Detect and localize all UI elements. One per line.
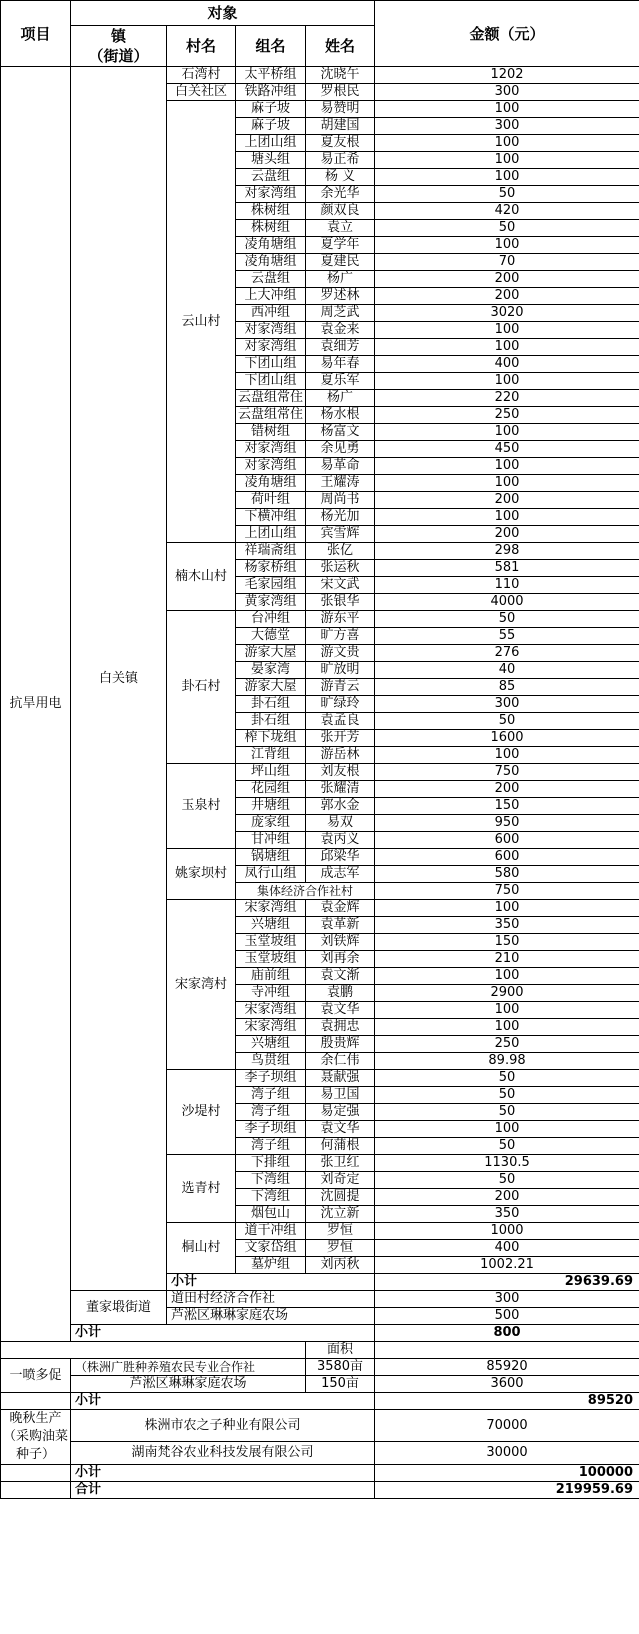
person-name: 余光华	[306, 186, 375, 203]
subtotal-row	[1, 1465, 639, 1482]
table-row	[1, 1359, 639, 1376]
header-town	[71, 26, 167, 67]
amount-value: 100	[375, 968, 639, 985]
group-name: 玉堂坡组	[236, 934, 306, 951]
amount-value: 250	[375, 1036, 639, 1053]
group-name: 宋家湾组	[236, 900, 306, 917]
village-name: 宋家湾村	[167, 900, 236, 1070]
group-name: 玉堂坡组	[236, 951, 306, 968]
person-name: 易定强	[306, 1104, 375, 1121]
person-name: 游文贵	[306, 645, 375, 662]
amount-value: 400	[375, 356, 639, 373]
person-name: 易赞明	[306, 101, 375, 118]
person-name: 郭水金	[306, 798, 375, 815]
group-name: 下团山组	[236, 356, 306, 373]
group-name: 兴塘组	[236, 917, 306, 934]
amount-value: 220	[375, 390, 639, 407]
person-name: 易卫国	[306, 1087, 375, 1104]
amount-value: 4000	[375, 594, 639, 611]
group-name: 道干冲组	[236, 1223, 306, 1240]
person-name: 杨广	[306, 390, 375, 407]
group-name: 下排组	[236, 1155, 306, 1172]
group-name: 湾子组	[236, 1087, 306, 1104]
person-name: 张卫红	[306, 1155, 375, 1172]
person-name: 夏建民	[306, 254, 375, 271]
group-name: 凌角塘组	[236, 237, 306, 254]
amount-value: 250	[375, 407, 639, 424]
group-name: 鸟贯组	[236, 1053, 306, 1070]
recipient-name: 道田村经济合作社	[167, 1291, 375, 1308]
person-name: 刘再余	[306, 951, 375, 968]
person-name: 易年春	[306, 356, 375, 373]
person-name: 宾雪辉	[306, 526, 375, 543]
group-name: 庙前组	[236, 968, 306, 985]
person-name: 周芝武	[306, 305, 375, 322]
group-name: 凤行山组	[236, 866, 306, 883]
header-amount: 金额（元）	[375, 1, 639, 67]
group-name: 麻子坡	[236, 101, 306, 118]
amount-value: 100	[375, 135, 639, 152]
amount-value: 70000	[375, 1410, 639, 1442]
amount-value: 100	[375, 1121, 639, 1138]
group-name: 荷叶组	[236, 492, 306, 509]
recipient-name: 株洲市农之子种业有限公司	[71, 1410, 375, 1442]
amount-value: 600	[375, 832, 639, 849]
amount-value: 70	[375, 254, 639, 271]
total-value: 219959.69	[375, 1482, 639, 1499]
header-village: 村名	[167, 26, 236, 67]
header-row-1	[1, 1, 639, 26]
header-town-line2: （街道）	[88, 47, 149, 65]
group-name: 卦石组	[236, 696, 306, 713]
group-name: 庞家组	[236, 815, 306, 832]
amount-value: 50	[375, 186, 639, 203]
amount-value: 276	[375, 645, 639, 662]
village-name: 桐山村	[167, 1223, 236, 1274]
group-name: 祥瑞斋组	[236, 543, 306, 560]
person-name: 游岳林	[306, 747, 375, 764]
group-name: 游家大屋	[236, 645, 306, 662]
amount-value: 1600	[375, 730, 639, 747]
header-town-line1: 镇	[110, 27, 126, 45]
village-name: 石湾村	[167, 67, 236, 84]
person-name: 易革命	[306, 458, 375, 475]
village-name: 选青村	[167, 1155, 236, 1223]
group-name: 对家湾组	[236, 322, 306, 339]
person-name: 杨水根	[306, 407, 375, 424]
amount-value: 50	[375, 1104, 639, 1121]
subtotal-value: 89520	[375, 1393, 639, 1410]
amount-value: 750	[375, 764, 639, 781]
area-value: 3580亩	[306, 1359, 375, 1376]
project-late-autumn: 晚秋生产（采购油菜种子）	[1, 1410, 71, 1465]
person-name: 游东平	[306, 611, 375, 628]
town-dongjiaduan: 董家塅街道	[71, 1291, 167, 1325]
subtotal-value: 29639.69	[375, 1274, 639, 1291]
amount-value: 100	[375, 322, 639, 339]
village-name: 楠木山村	[167, 543, 236, 611]
subtotal-label: 小计	[71, 1465, 375, 1482]
group-name: 台冲组	[236, 611, 306, 628]
person-name: 王耀涛	[306, 475, 375, 492]
table-row	[1, 1410, 639, 1442]
group-name: 大德堂	[236, 628, 306, 645]
amount-value: 3600	[375, 1376, 639, 1393]
amount-value: 30000	[375, 1442, 639, 1465]
header-project: 项目	[1, 1, 71, 67]
amount-value: 200	[375, 492, 639, 509]
group-name: 株树组	[236, 203, 306, 220]
person-name: 袁细芳	[306, 339, 375, 356]
village-name: 云山村	[167, 101, 236, 543]
person-name: 殷贵辉	[306, 1036, 375, 1053]
amount-value: 200	[375, 526, 639, 543]
amount-value: 85920	[375, 1359, 639, 1376]
blank-cell	[1, 1342, 306, 1359]
table-row	[1, 1442, 639, 1465]
header-name: 姓名	[306, 26, 375, 67]
blank-cell	[1, 1482, 71, 1499]
subtotal-row	[1, 1393, 639, 1410]
amount-value: 100	[375, 475, 639, 492]
person-name: 张亿	[306, 543, 375, 560]
person-name: 颜双良	[306, 203, 375, 220]
group-name: 云盘组常住	[236, 390, 306, 407]
amount-value: 50	[375, 1138, 639, 1155]
group-name: 上大冲组	[236, 288, 306, 305]
amount-value: 420	[375, 203, 639, 220]
person-name: 袁文渐	[306, 968, 375, 985]
group-name: 上团山组	[236, 526, 306, 543]
group-name: 云盘组	[236, 169, 306, 186]
person-name: 杨光加	[306, 509, 375, 526]
amount-value: 85	[375, 679, 639, 696]
group-name: 黄家湾组	[236, 594, 306, 611]
amount-value: 500	[375, 1308, 639, 1325]
amount-value: 50	[375, 1172, 639, 1189]
group-name: 湾子组	[236, 1138, 306, 1155]
area-value: 150亩	[306, 1376, 375, 1393]
amount-value: 50	[375, 713, 639, 730]
amount-value: 100	[375, 458, 639, 475]
person-name: 刘奇定	[306, 1172, 375, 1189]
group-name: 宋家湾组	[236, 1002, 306, 1019]
person-name: 张银华	[306, 594, 375, 611]
amount-value: 1130.5	[375, 1155, 639, 1172]
person-name: 袁鹏	[306, 985, 375, 1002]
recipient-name: 芦淞区琳琳家庭农场	[71, 1376, 306, 1393]
amount-value: 600	[375, 849, 639, 866]
group-name: 对家湾组	[236, 339, 306, 356]
group-name: 江背组	[236, 747, 306, 764]
person-name: 易双	[306, 815, 375, 832]
amount-value: 50	[375, 220, 639, 237]
person-name: 沈圆提	[306, 1189, 375, 1206]
village-name: 姚家坝村	[167, 849, 236, 900]
amount-value: 100	[375, 509, 639, 526]
person-name: 周尚书	[306, 492, 375, 509]
person-name: 张开芳	[306, 730, 375, 747]
amount-value: 200	[375, 271, 639, 288]
header-group: 组名	[236, 26, 306, 67]
person-name: 旷方喜	[306, 628, 375, 645]
group-name: 榨下垅组	[236, 730, 306, 747]
person-name: 胡建国	[306, 118, 375, 135]
amount-value: 100	[375, 169, 639, 186]
project-spray: 一喷多促	[1, 1359, 71, 1393]
person-name: 沈晓午	[306, 67, 375, 84]
group-name: 坪山组	[236, 764, 306, 781]
group-name: 文家岱组	[236, 1240, 306, 1257]
person-name: 张运秋	[306, 560, 375, 577]
amount-value: 100	[375, 900, 639, 917]
subtotal-label: 小计	[71, 1393, 375, 1410]
amount-value: 100	[375, 1002, 639, 1019]
group-name: 花园组	[236, 781, 306, 798]
table-row	[1, 1376, 639, 1393]
village-name: 玉泉村	[167, 764, 236, 849]
person-name: 成志军	[306, 866, 375, 883]
person-name: 袁立	[306, 220, 375, 237]
group-name: 云盘组	[236, 271, 306, 288]
amount-value: 55	[375, 628, 639, 645]
amount-value: 1000	[375, 1223, 639, 1240]
person-name: 罗述林	[306, 288, 375, 305]
recipient-name: 湖南梵谷农业科技发展有限公司	[71, 1442, 375, 1465]
subtotal-value: 100000	[375, 1465, 639, 1482]
group-name: 寺冲组	[236, 985, 306, 1002]
group-name: 游家大屋	[236, 679, 306, 696]
person-name: 易正希	[306, 152, 375, 169]
group-name: 晏家湾	[236, 662, 306, 679]
group-name: 太平桥组	[236, 67, 306, 84]
group-name: 湾子组	[236, 1104, 306, 1121]
group-name: 兴塘组	[236, 1036, 306, 1053]
person-name: 聂献强	[306, 1070, 375, 1087]
subtotal-label: 小计	[71, 1325, 375, 1342]
amount-value: 298	[375, 543, 639, 560]
amount-value: 200	[375, 781, 639, 798]
group-name: 铁路冲组	[236, 84, 306, 101]
person-name: 邱梁华	[306, 849, 375, 866]
amount-value: 300	[375, 696, 639, 713]
person-name: 旷绿玲	[306, 696, 375, 713]
person-name: 何蒲根	[306, 1138, 375, 1155]
amount-value: 300	[375, 1291, 639, 1308]
amount-value: 100	[375, 237, 639, 254]
amount-value: 350	[375, 1206, 639, 1223]
total-label: 合计	[71, 1482, 375, 1499]
amount-value: 210	[375, 951, 639, 968]
village-name: 沙堤村	[167, 1070, 236, 1155]
group-name: 株树组	[236, 220, 306, 237]
group-name: 杨家桥组	[236, 560, 306, 577]
amount-value: 150	[375, 798, 639, 815]
person-name: 袁金来	[306, 322, 375, 339]
amount-value: 300	[375, 118, 639, 135]
person-name: 游青云	[306, 679, 375, 696]
group-name: 下湾组	[236, 1172, 306, 1189]
blank-cell	[375, 1342, 639, 1359]
recipient-name: 芦淞区琳琳家庭农场	[167, 1308, 375, 1325]
amount-value: 100	[375, 101, 639, 118]
group-name: 西冲组	[236, 305, 306, 322]
amount-value: 100	[375, 373, 639, 390]
subtotal-row	[1, 1325, 639, 1342]
group-name: 麻子坡	[236, 118, 306, 135]
amount-value: 150	[375, 934, 639, 951]
group-name: 下团山组	[236, 373, 306, 390]
group-name: 凌角塘组	[236, 475, 306, 492]
group-name: 错树组	[236, 424, 306, 441]
amount-value: 200	[375, 1189, 639, 1206]
person-name: 杨 义	[306, 169, 375, 186]
group-name: 宋家湾组	[236, 1019, 306, 1036]
group-name: 上团山组	[236, 135, 306, 152]
person-name: 夏友根	[306, 135, 375, 152]
amount-value: 2900	[375, 985, 639, 1002]
amount-value: 110	[375, 577, 639, 594]
blank-cell	[1, 1393, 71, 1410]
table-row	[1, 1342, 639, 1359]
total-row	[1, 1482, 639, 1499]
person-name: 张耀清	[306, 781, 375, 798]
amount-value: 40	[375, 662, 639, 679]
group-name: 烟包山	[236, 1206, 306, 1223]
person-name: 袁革新	[306, 917, 375, 934]
person-name: 袁丙义	[306, 832, 375, 849]
group-name: 凌角塘组	[236, 254, 306, 271]
person-name: 刘丙秋	[306, 1257, 375, 1274]
amount-value: 50	[375, 1070, 639, 1087]
table-row	[1, 67, 639, 84]
area-header: 面积	[306, 1342, 375, 1359]
amount-value: 100	[375, 747, 639, 764]
group-name: 毛家园组	[236, 577, 306, 594]
recipient-name: （株洲广胜种养殖农民专业合作社	[71, 1359, 306, 1376]
amount-value: 750	[375, 883, 639, 900]
person-name: 袁文华	[306, 1002, 375, 1019]
group-name: 井塘组	[236, 798, 306, 815]
person-name: 袁拥忠	[306, 1019, 375, 1036]
subtotal-value: 800	[375, 1325, 639, 1342]
table-row	[1, 1291, 639, 1308]
group-name: 下横冲组	[236, 509, 306, 526]
header-object: 对象	[71, 1, 375, 26]
amount-value: 89.98	[375, 1053, 639, 1070]
person-name: 刘友根	[306, 764, 375, 781]
person-name: 袁金辉	[306, 900, 375, 917]
amount-value: 1202	[375, 67, 639, 84]
blank-cell	[1, 1465, 71, 1482]
person-name: 余仁伟	[306, 1053, 375, 1070]
group-name: 对家湾组	[236, 458, 306, 475]
person-name: 夏学年	[306, 237, 375, 254]
group-name: 李子坝组	[236, 1070, 306, 1087]
person-name: 杨富文	[306, 424, 375, 441]
amount-value: 1002.21	[375, 1257, 639, 1274]
person-name: 夏乐军	[306, 373, 375, 390]
town-baiguan: 白关镇	[71, 67, 167, 1291]
group-name: 对家湾组	[236, 441, 306, 458]
group-name: 李子坝组	[236, 1121, 306, 1138]
amount-value: 100	[375, 339, 639, 356]
person-name: 袁文华	[306, 1121, 375, 1138]
group-name: 云盘组常住	[236, 407, 306, 424]
group-name: 甘冲组	[236, 832, 306, 849]
person-name: 罗恒	[306, 1223, 375, 1240]
group-name: 集体经济合作社村	[236, 883, 375, 900]
group-name: 对家湾组	[236, 186, 306, 203]
person-name: 沈立新	[306, 1206, 375, 1223]
amount-value: 50	[375, 611, 639, 628]
amount-value: 350	[375, 917, 639, 934]
person-name: 余见勇	[306, 441, 375, 458]
village-name: 白关社区	[167, 84, 236, 101]
amount-value: 580	[375, 866, 639, 883]
amount-value: 100	[375, 424, 639, 441]
amount-value: 400	[375, 1240, 639, 1257]
group-name: 墓炉组	[236, 1257, 306, 1274]
amount-value: 100	[375, 1019, 639, 1036]
person-name: 袁孟良	[306, 713, 375, 730]
group-name: 锅塘组	[236, 849, 306, 866]
amount-value: 950	[375, 815, 639, 832]
group-name: 卦石组	[236, 713, 306, 730]
person-name: 宋文武	[306, 577, 375, 594]
amount-value: 300	[375, 84, 639, 101]
amount-value: 450	[375, 441, 639, 458]
amount-value: 50	[375, 1087, 639, 1104]
village-name: 卦石村	[167, 611, 236, 764]
person-name: 罗根民	[306, 84, 375, 101]
amount-value: 3020	[375, 305, 639, 322]
person-name: 刘铁辉	[306, 934, 375, 951]
group-name: 塘头组	[236, 152, 306, 169]
person-name: 旷放明	[306, 662, 375, 679]
amount-value: 581	[375, 560, 639, 577]
person-name: 杨广	[306, 271, 375, 288]
subtotal-label: 小计	[167, 1274, 375, 1291]
person-name: 罗恒	[306, 1240, 375, 1257]
amount-value: 200	[375, 288, 639, 305]
group-name: 下湾组	[236, 1189, 306, 1206]
project-drought-electricity: 抗旱用电	[1, 67, 71, 1342]
amount-value: 100	[375, 152, 639, 169]
